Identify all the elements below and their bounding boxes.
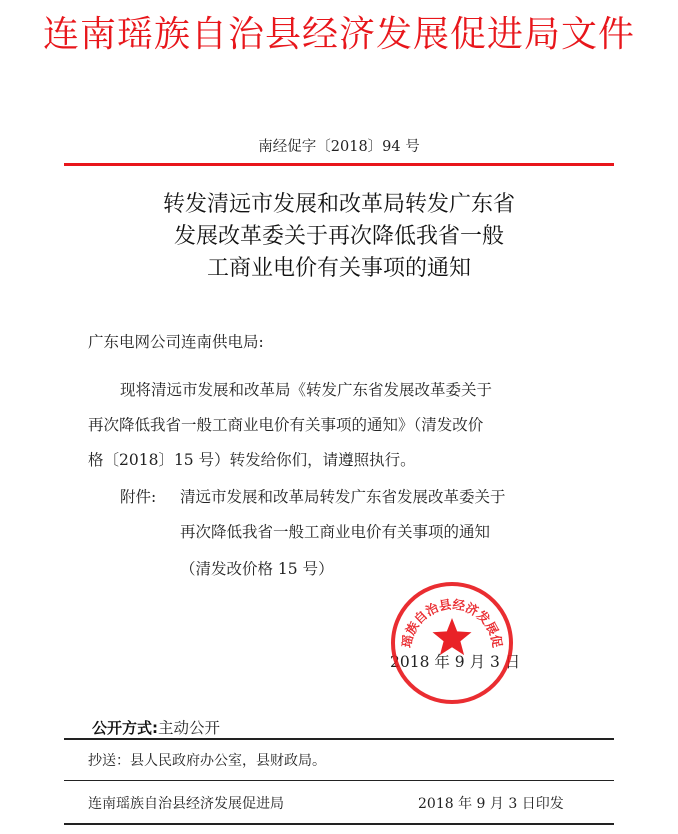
official-seal — [389, 580, 515, 706]
red-divider-line — [64, 163, 614, 166]
disclosure — [92, 716, 220, 738]
attachment-line-1: 清远市发展和改革局转发广东省发展改革委关于 — [180, 488, 506, 506]
body-line-2: 再次降低我省一般工商业电价有关事项的通知》（清发改价 — [88, 416, 484, 434]
attachment-line-3: （清发改价格 15 号） — [180, 560, 334, 578]
recipient: 广东电网公司连南供电局: — [88, 333, 264, 351]
document-title-line-3: 工商业电价有关事项的通知 — [206, 256, 471, 281]
document-title-line-2: 发展改革委关于再次降低我省一般 — [173, 224, 504, 249]
footer-rule-top — [64, 738, 614, 740]
body-line-1: 现将清远市发展和改革局《转发广东省发展改革委关于 — [120, 381, 493, 399]
document-header-title: 连南瑶族自治县经济发展促进局文件 — [42, 14, 635, 55]
cc-line: 抄送：县人民政府办公室，县财政局。 — [88, 753, 326, 769]
print-date: 2018 年 9 月 3 日印发 — [418, 796, 564, 812]
document-title-line-1: 转发清远市发展和改革局转发广东省 — [162, 192, 515, 217]
attachment-line-2: 再次降低我省一般工商业电价有关事项的通知 — [180, 523, 491, 541]
disclosure-label: 公开方式: — [92, 719, 158, 737]
footer-rule-bottom — [64, 823, 614, 825]
star-icon — [433, 618, 472, 655]
disclosure-value: 主动公开 — [158, 719, 221, 737]
body-line-3: 格〔2018〕15 号）转发给你们，请遵照执行。 — [88, 451, 416, 469]
issuer: 连南瑶族自治县经济发展促进局 — [88, 796, 284, 812]
footer-rule-middle — [64, 780, 614, 781]
sign-date: 2018 年 9 月 3 日 — [390, 653, 521, 671]
attachment-label: 附件: — [120, 488, 157, 506]
document-number: 南经促字〔2018〕94 号 — [258, 139, 420, 155]
seal-text: 瑶族自治县经济发展促 — [398, 596, 506, 649]
